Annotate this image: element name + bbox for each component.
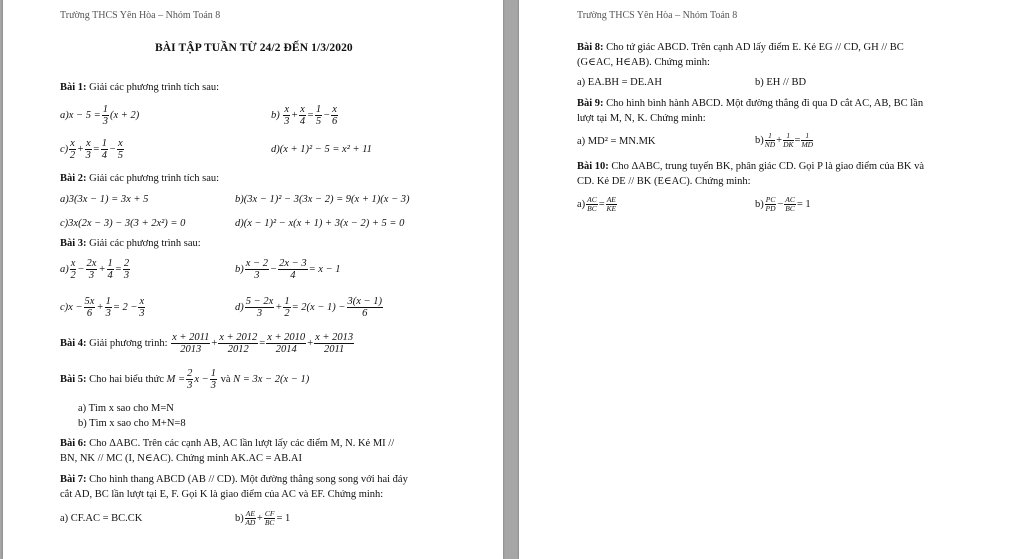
exercise-8: Bài 8: Cho tứ giác ABCD. Trên cạnh AD lấy điểm E. Kẻ EG // CD, GH // BC (G∈AC, H∈AB). Chứng minh: <box>577 42 904 68</box>
document-page-left <box>3 0 503 559</box>
exercise-1d: d)(x + 1)² − 5 = x² + 11 <box>271 144 372 155</box>
exercise-2-heading: Bài 2: Giải các phương trình tích sau: <box>60 173 220 184</box>
exercise-5-item-b: b) Tìm x sao cho M+N=8 <box>78 418 186 429</box>
page-header: Trường THCS Yên Hòa – Nhóm Toán 8 <box>577 10 738 21</box>
exercise-3c: c)x − $\frac{5x}{6}$ + $\frac{1}{3}$ = 2 − $\frac{x}{3}$ <box>60 296 145 319</box>
exercise-1a: a)x − 5 = $\frac{1}{3}$ (x + 2) <box>60 104 140 127</box>
exercise-4: Bài 4: Giải phương trình: $\frac{x + 2011}{2013}$ + $\frac{x + 2012}{2012}$ = $\frac{x + 2010}{2014}$ + $\frac{x + 2013}{2011}$ <box>60 332 354 355</box>
exercise-2b: b)(3x − 1)² − 3(3x − 2) = 9(x + 1)(x − 3) <box>235 194 410 205</box>
exercise-7a: a) CF.AC = BC.CK <box>60 513 143 524</box>
page-header: Trường THCS Yên Hòa – Nhóm Toán 8 <box>60 10 221 21</box>
exercise-7: Bài 7: Cho hình thang ABCD (AB // CD). Một đường thẳng song song với hai đáy cắt AD, BC lần lượt tại E, F. Gọi K là giao điểm của AC và EF. Chứng minh: <box>60 474 408 500</box>
exercise-6: Bài 6: Cho ΔABC. Trên các cạnh AB, AC lần lượt lấy các điểm M, N. Kẻ MI // BN, NK // MC (I, N∈AC). Chứng minh AK.AC = AB.AI <box>60 438 395 464</box>
exercise-1b: b) $\frac{x}{3}$ + $\frac{x}{4}$ = $\frac{1}{5}$ − $\frac{x}{6}$ <box>271 104 338 127</box>
exercise-10b: b) $\frac{PC}{PD}$ − $\frac{AC}{BC}$ = 1 <box>755 195 811 213</box>
exercise-3a: a) $\frac{x}{2}$ − $\frac{2x}{3}$ + $\frac{1}{4}$ = $\frac{2}{3}$ <box>60 258 130 281</box>
document-page-right <box>519 0 1024 559</box>
exercise-3d: d) $\frac{5 - 2x}{3}$ + $\frac{1}{2}$ = 2(x − 1) − $\frac{3(x - 1)}{6}$ <box>235 296 383 319</box>
exercise-9: Bài 9: Cho hình bình hành ABCD. Một đường thẳng đi qua D cắt AC, AB, BC lần lượt tại M, N, K. Chứng minh: <box>577 98 924 124</box>
exercise-5: Bài 5: Cho hai biểu thức M = $\frac{2}{3}$ x − $\frac{1}{3}$ và N = 3x − 2(x − 1) <box>60 368 310 391</box>
exercise-2a: a)3(3x − 1) = 3x + 5 <box>60 194 149 205</box>
exercise-5-item-a: a) Tìm x sao cho M=N <box>78 403 174 414</box>
exercise-9b: b) $\frac{1}{ND}$ + $\frac{1}{DK}$ = $\frac{1}{MD}$ <box>755 131 814 149</box>
exercise-7b: b) $\frac{AE}{AD}$ + $\frac{CF}{BC}$ = 1 <box>235 509 291 527</box>
exercise-2d: d)(x − 1)² − x(x + 1) + 3(x − 2) + 5 = 0 <box>235 218 405 229</box>
exercise-10a: a) $\frac{AC}{BC}$ = $\frac{AE}{KE}$ <box>577 195 617 213</box>
document-title: BÀI TẬP TUẦN TỪ 24/2 ĐẾN 1/3/2020 <box>155 42 353 54</box>
exercise-2c: c)3x(2x − 3) − 3(3 + 2x²) = 0 <box>60 218 186 229</box>
exercise-10: Bài 10: Cho ΔABC, trung tuyến BK, phân giác CD. Gọi P là giao điểm của BK và CD. Kẻ DE // BK (E∈AC). Chứng minh: <box>577 161 924 187</box>
exercise-9a: a) MD² = MN.MK <box>577 136 656 147</box>
exercise-8a: a) EA.BH = DE.AH <box>577 77 662 88</box>
exercise-3b: b) $\frac{x - 2}{3}$ − $\frac{2x - 3}{4}$ = x − 1 <box>235 258 341 281</box>
exercise-1-heading: Bài 1: Giải các phương trình tích sau: <box>60 82 220 93</box>
exercise-3-heading: Bài 3: Giải các phương trình sau: <box>60 238 201 249</box>
exercise-1c: c) $\frac{x}{2}$ + $\frac{x}{3}$ = $\frac{1}{4}$ − $\frac{x}{5}$ <box>60 138 123 161</box>
exercise-8b: b) EH // BD <box>755 77 807 88</box>
